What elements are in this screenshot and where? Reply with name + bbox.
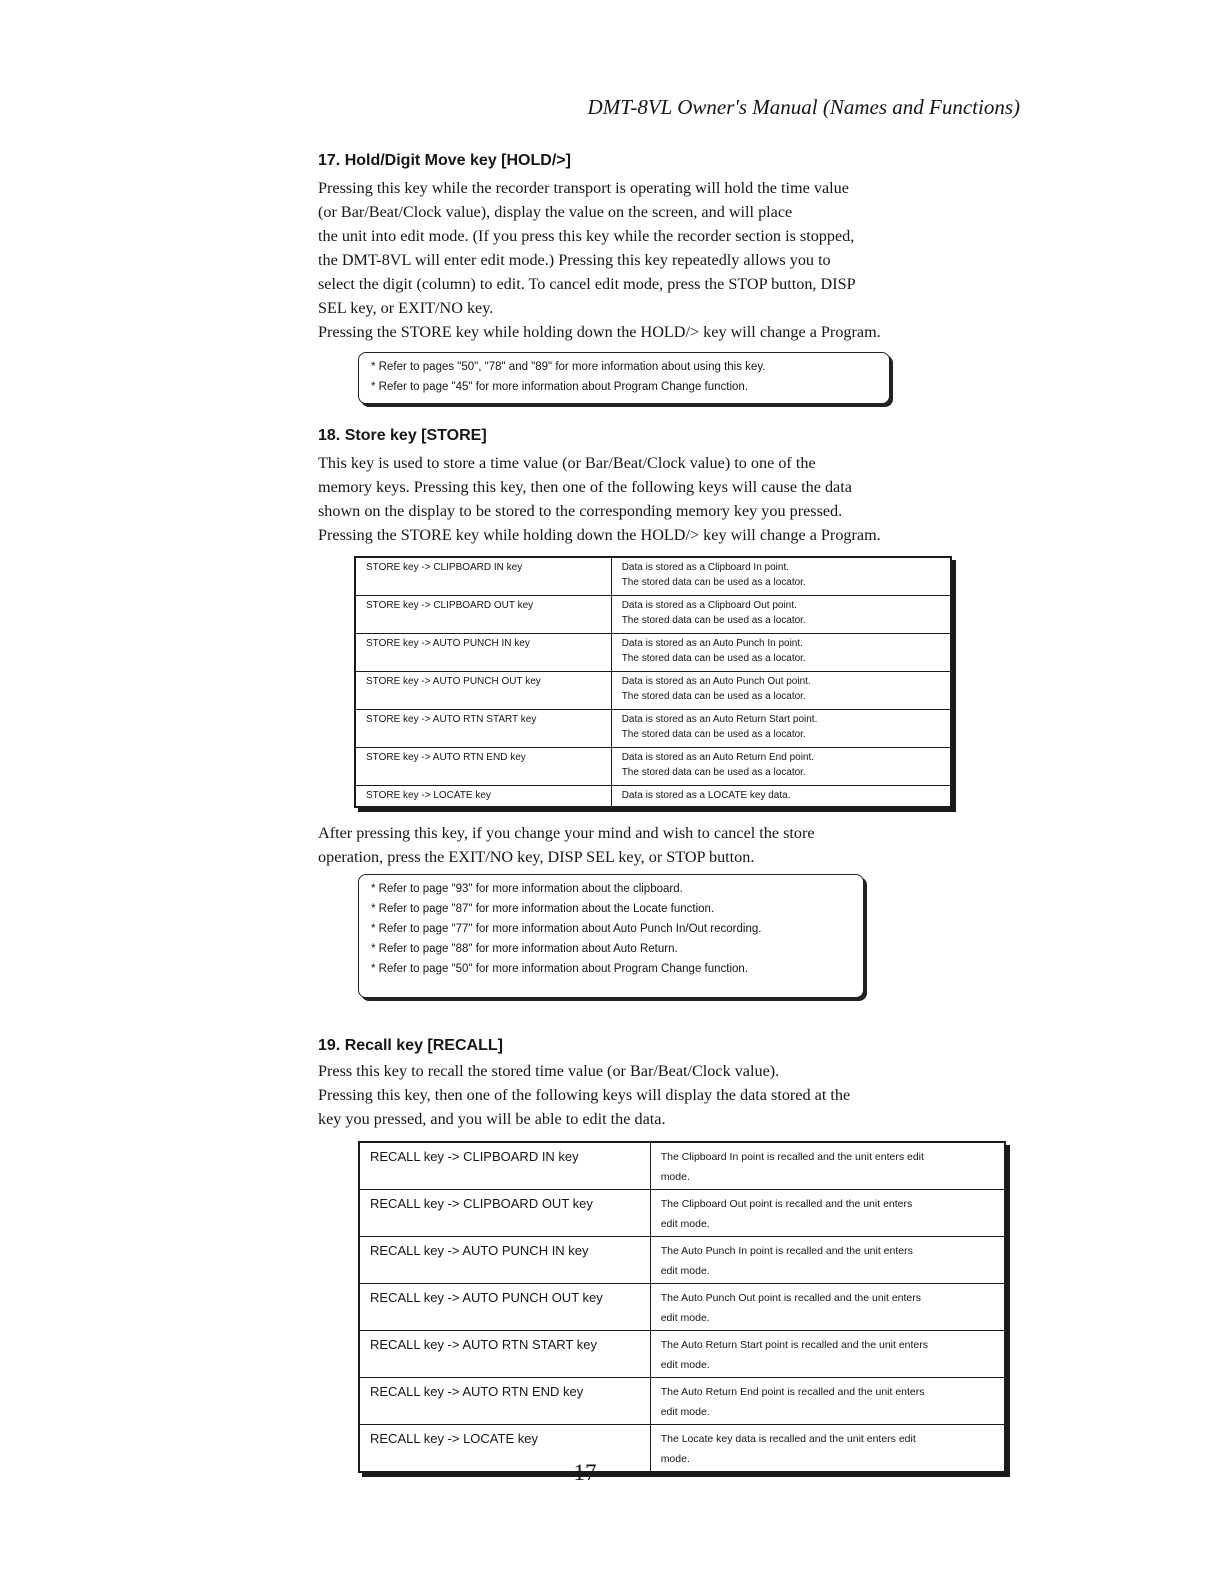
note-line: * Refer to page "87" for more information about the Locate function. [371,903,715,915]
section-18-body [318,451,1014,547]
table-value-cell [650,1284,1005,1331]
body-line: Pressing this key while the recorder transport is operating will hold the time value [318,179,849,197]
table-row [359,1190,1005,1237]
table-row [359,1142,1005,1190]
table-key-cell: STORE key -> LOCATE key [355,785,611,807]
table-row [359,1284,1005,1331]
value-line: Data is stored as an Auto Punch Out point. [621,675,811,687]
body-line: Pressing the STORE key while holding down the HOLD/> key will change a Program. [318,526,881,544]
table-value-cell [611,633,951,671]
value-line: The Auto Punch In point is recalled and the unit enters [660,1245,913,1257]
value-line: Data is stored as a Clipboard In point. [621,562,790,573]
note-line: * Refer to page "45" for more information about Program Change function. [371,381,749,393]
table-row [355,671,951,709]
body-line: Pressing the STORE key while holding down the HOLD/> key will change a Program. [318,323,881,341]
table-key-cell: STORE key -> AUTO RTN END key [355,747,611,785]
table-key-cell: RECALL key -> AUTO RTN END key [359,1378,650,1425]
body-line: the unit into edit mode. (If you press this key while the recorder section is stopped, [318,227,855,245]
body-line: select the digit (column) to edit. To cancel edit mode, press the STOP button, DISP [318,275,856,293]
body-line: (or Bar/Beat/Clock value), display the value on the screen, and will place [318,203,793,221]
section-18-heading: 18. Store key [STORE] [318,427,487,444]
table-key-cell: RECALL key -> CLIPBOARD IN key [359,1142,650,1190]
recall-key-table [358,1141,1006,1473]
running-header: DMT-8VL Owner's Manual (Names and Functions) [587,95,1020,119]
note-line: * Refer to page "88" for more information about Auto Return. [371,943,678,955]
table-key-cell: RECALL key -> AUTO PUNCH IN key [359,1237,650,1284]
table-key-cell: RECALL key -> AUTO RTN START key [359,1331,650,1378]
value-line: The stored data can be used as a locator. [621,728,806,740]
section-18-note-box [358,874,864,998]
body-line: Press this key to recall the stored time value (or Bar/Beat/Clock value). [318,1062,780,1080]
value-line: The stored data can be used as a locator. [621,652,806,664]
value-line: The stored data can be used as a locator. [621,614,806,626]
table-key-cell: STORE key -> AUTO RTN START key [355,709,611,747]
table-row [355,633,951,671]
body-line: operation, press the EXIT/NO key, DISP SEL key, or STOP button. [318,848,755,866]
value-line: edit mode. [660,1312,710,1324]
body-line: the DMT-8VL will enter edit mode.) Pressing this key repeatedly allows you to [318,251,831,269]
body-line: After pressing this key, if you change your mind and wish to cancel the store [318,824,815,842]
value-line: The stored data can be used as a locator. [621,690,806,702]
table-row [359,1378,1005,1425]
table-key-cell: RECALL key -> LOCATE key [359,1425,650,1473]
table-key-cell: STORE key -> CLIPBOARD IN key [355,557,611,595]
value-line: The Auto Return Start point is recalled and the unit enters [660,1339,929,1351]
table-row [355,709,951,747]
table-value-cell [650,1237,1005,1284]
value-line: edit mode. [660,1359,710,1371]
table-value-cell [611,747,951,785]
value-line: The Auto Return End point is recalled and the unit enters [660,1386,925,1398]
value-line: edit mode. [660,1406,710,1418]
value-line: Data is stored as a LOCATE key data. [621,789,791,801]
value-line: mode. [660,1453,690,1465]
value-line: The stored data can be used as a locator. [621,766,806,778]
table-value-cell [650,1378,1005,1425]
table-key-cell: STORE key -> AUTO PUNCH IN key [355,633,611,671]
body-line: key you pressed, and you will be able to edit the data. [318,1110,666,1128]
value-line: Data is stored as a Clipboard Out point. [621,599,797,611]
value-line: edit mode. [660,1265,710,1277]
table-key-cell: RECALL key -> CLIPBOARD OUT key [359,1190,650,1237]
section-17-heading: 17. Hold/Digit Move key [HOLD/>] [318,152,571,169]
note-line: * Refer to page "77" for more information about Auto Punch In/Out recording. [371,923,762,935]
note-line: * Refer to page "50" for more information about Program Change function. [371,963,749,975]
value-line: The Clipboard In point is recalled and the unit enters edit [660,1151,924,1163]
value-line: The Locate key data is recalled and the unit enters edit [660,1433,916,1445]
body-line: This key is used to store a time value (or Bar/Beat/Clock value) to one of the [318,454,816,472]
table-row [359,1425,1005,1473]
table-row [355,747,951,785]
table-row [355,557,951,595]
table-value-cell [650,1425,1005,1473]
body-line: Pressing this key, then one of the following keys will display the data stored at the [318,1086,851,1104]
table-value-cell [611,709,951,747]
table-row [359,1237,1005,1284]
table-value-cell [611,595,951,633]
table-key-cell: RECALL key -> AUTO PUNCH OUT key [359,1284,650,1331]
table-value-cell [650,1190,1005,1237]
table-row [355,595,951,633]
table-value-cell [650,1331,1005,1378]
note-line: * Refer to pages "50", "78" and "89" for more information about using this key. [371,361,766,373]
table-key-cell: STORE key -> CLIPBOARD OUT key [355,595,611,633]
section-19-body [318,1059,1014,1131]
table-value-cell [611,671,951,709]
value-line: mode. [660,1171,690,1183]
table-value-cell [611,785,951,807]
page-number: 17 [573,1460,597,1485]
table-value-cell [611,557,951,595]
value-line: The Clipboard Out point is recalled and the unit enters [660,1198,913,1210]
table-row [359,1331,1005,1378]
body-line: memory keys. Pressing this key, then one of the following keys will cause the data [318,478,852,496]
table-key-cell: STORE key -> AUTO PUNCH OUT key [355,671,611,709]
section-19-heading: 19. Recall key [RECALL] [318,1037,503,1054]
section-17-body [318,176,1014,344]
table-row [355,785,951,807]
note-line: * Refer to page "93" for more information about the clipboard. [371,883,683,895]
value-line: The stored data can be used as a locator. [621,577,806,588]
section-17-note-box [358,352,890,404]
value-line: The Auto Punch Out point is recalled and the unit enters [660,1292,922,1304]
value-line: Data is stored as an Auto Return End point. [621,751,815,763]
body-line: SEL key, or EXIT/NO key. [318,299,494,317]
section-18-after-text [318,821,1014,869]
body-line: shown on the display to be stored to the corresponding memory key you pressed. [318,502,843,520]
value-line: Data is stored as an Auto Punch In point. [621,637,803,649]
store-key-table [354,556,952,808]
table-value-cell [650,1142,1005,1190]
value-line: Data is stored as an Auto Return Start point. [621,713,818,725]
value-line: edit mode. [660,1218,710,1230]
